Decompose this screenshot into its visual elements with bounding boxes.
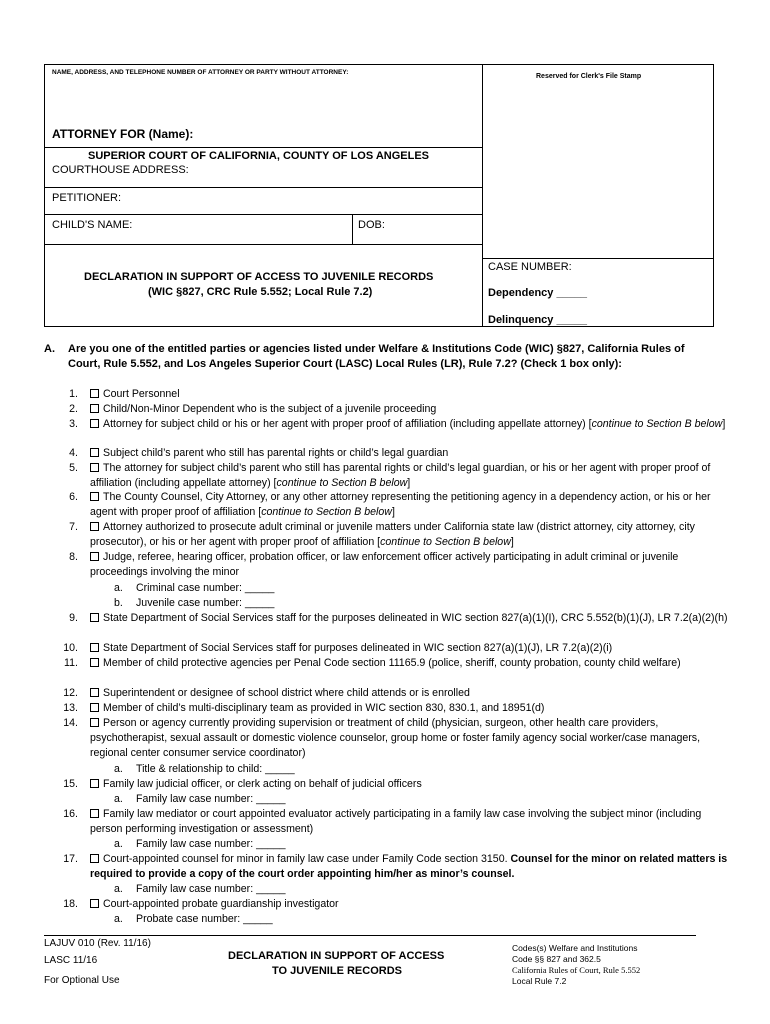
- item-number: 13.: [63, 702, 78, 714]
- item-text: Court-appointed probate guardianship investigator: [103, 898, 339, 910]
- sub-letter: b.: [114, 597, 123, 609]
- checkbox[interactable]: [90, 552, 99, 561]
- bracket: ]: [722, 418, 726, 430]
- case-number-label: CASE NUMBER:: [488, 261, 572, 273]
- lasc-date: LASC 11/16: [44, 955, 98, 966]
- caption-divider: [482, 64, 483, 327]
- codes-line: Code §§ 827 and 362.5: [512, 954, 601, 964]
- item-text: The attorney for subject child’s parent who still has parental rights or child’s legal guardian, or his or her agent with proper proof of affiliation (including appellate attorney) [: [90, 462, 711, 489]
- item-text: Court-appointed counsel for minor in family law case under Family Code section 3150.: [103, 853, 511, 865]
- checkbox[interactable]: [90, 419, 99, 428]
- item-text: Family law judicial officer, or clerk acting on behalf of judicial officers: [103, 778, 422, 790]
- rule: [44, 244, 482, 245]
- footer-title: DECLARATION IN SUPPORT OF ACCESS: [228, 950, 445, 962]
- sub-text: Criminal case number: _____: [136, 582, 275, 594]
- sub-text: Title & relationship to child: _____: [136, 763, 295, 775]
- sub-letter: a.: [114, 913, 123, 925]
- sub-item[interactable]: [114, 912, 273, 927]
- item-text: Member of child protective agencies per Penal Code section 11165.9 (police, sheriff, county probation, county child welfare): [103, 657, 681, 669]
- continue-note: continue to Section B below: [380, 536, 511, 548]
- item-number: 7.: [69, 521, 78, 533]
- item-text: Family law mediator or court appointed evaluator actively participating in a family law case involving the subject minor (including person performing investigation or assessment): [90, 808, 702, 835]
- item-text: Child/Non-Minor Dependent who is the subject of a juvenile proceeding: [103, 403, 437, 415]
- item-text: Attorney authorized to prosecute adult criminal or juvenile matters under California state law (district attorney, city attorney, city prosecutor), or his or her agent with proper proof of affiliation [: [90, 521, 695, 548]
- continue-note: continue to Section B below: [276, 477, 408, 489]
- checkbox[interactable]: [90, 389, 99, 398]
- sub-item[interactable]: [114, 581, 274, 596]
- sub-item[interactable]: [114, 596, 274, 611]
- checkbox[interactable]: [90, 448, 99, 457]
- item-number: 17.: [63, 853, 78, 865]
- bracket: ]: [407, 477, 411, 489]
- sub-item[interactable]: [114, 882, 286, 897]
- section-a-letter: A.: [44, 343, 55, 355]
- item-text: Superintendent or designee of school district where child attends or is enrolled: [103, 687, 470, 699]
- checkbox[interactable]: [90, 779, 99, 788]
- item-number: 11.: [64, 657, 78, 669]
- item-text: Subject child’s parent who still has parental rights or child’s legal guardian: [103, 447, 449, 459]
- form-subtitle: (WIC §827, CRC Rule 5.552; Local Rule 7.2): [148, 286, 373, 298]
- item-number: 18.: [63, 898, 78, 910]
- item-number: 10.: [63, 642, 78, 654]
- counsel-requirement: Counsel for the minor on related matters is required to provide a copy of the court order appointing him/her as minor’s counsel.: [90, 853, 728, 880]
- sub-text: Probate case number: _____: [136, 913, 273, 925]
- sub-text: Family law case number: _____: [136, 883, 286, 895]
- item-number: 2.: [69, 403, 78, 415]
- item-text: The County Counsel, City Attorney, or any other attorney representing the petitioning agency in a dependency action, or his or her agent with proper proof of affiliation [: [90, 491, 711, 518]
- checkbox[interactable]: [90, 613, 99, 622]
- optional-use: For Optional Use: [44, 975, 120, 986]
- section-a-question-line2: Court, Rule 5.552, and Los Angeles Superior Court (LASC) Local Rules (LR), Rule 7.2? (Check 1 box only):: [68, 358, 622, 370]
- attorney-for: ATTORNEY FOR (Name):: [52, 127, 194, 141]
- sub-letter: a.: [114, 793, 123, 805]
- item-text: Court Personnel: [103, 388, 180, 400]
- sub-letter: a.: [114, 883, 123, 895]
- sub-text: Juvenile case number: _____: [136, 597, 275, 609]
- rule: [44, 147, 482, 148]
- item-text: State Department of Social Services staff for the purposes delineated in WIC section 827(a)(1)(I), CRC 5.552(b)(1)(J), LR 7.2(a)(2)(h): [103, 612, 728, 624]
- item-text: Person or agency currently providing supervision or treatment of child (physician, surgeon, other health care providers, psychotherapist, sexual assault or domestic violence counselor, group home or foster family agency social worker/case managers, regional center consumer service coordinator): [90, 717, 701, 759]
- form-title: DECLARATION IN SUPPORT OF ACCESS TO JUVENILE RECORDS: [84, 271, 434, 283]
- item-number: 14.: [63, 717, 78, 729]
- item-number: 4.: [69, 447, 78, 459]
- checkbox[interactable]: [90, 658, 99, 667]
- sub-item[interactable]: [114, 762, 295, 777]
- continue-note: continue to Section B below: [591, 418, 723, 430]
- codes-line: Codes(s) Welfare and Institutions: [512, 943, 638, 953]
- item-number: 5.: [69, 462, 78, 474]
- item-number: 8.: [69, 551, 78, 563]
- rule: [482, 258, 714, 259]
- checkbox[interactable]: [90, 899, 99, 908]
- item-number: 9.: [69, 612, 78, 624]
- checkbox[interactable]: [90, 643, 99, 652]
- sub-letter: a.: [114, 763, 123, 775]
- item-number: 6.: [69, 491, 78, 503]
- checkbox[interactable]: [90, 688, 99, 697]
- continue-note: continue to Section B below: [261, 506, 392, 518]
- checkbox[interactable]: [90, 463, 99, 472]
- checkbox[interactable]: [90, 703, 99, 712]
- codes-line: Local Rule 7.2: [512, 976, 567, 986]
- court-name: SUPERIOR COURT OF CALIFORNIA, COUNTY OF LOS ANGELES: [88, 150, 430, 162]
- item-number: 16.: [63, 808, 78, 820]
- sub-text: Family law case number: _____: [136, 793, 286, 805]
- footer-subtitle: TO JUVENILE RECORDS: [272, 965, 402, 977]
- item-number: 15.: [63, 778, 78, 790]
- childs-name-label: CHILD'S NAME:: [52, 219, 133, 231]
- item-number: 12.: [63, 687, 78, 699]
- sub-letter: a.: [114, 838, 123, 850]
- section-a-question-line1: Are you one of the entitled parties or agencies listed under Welfare & Institutions Code (WIC) §827, California Rules of: [68, 343, 685, 355]
- sub-item[interactable]: [114, 837, 286, 852]
- item-number: 1.: [69, 388, 78, 400]
- rule: [44, 214, 482, 215]
- dependency-field[interactable]: Dependency _____: [488, 287, 588, 299]
- petitioner-label: PETITIONER:: [52, 192, 122, 204]
- form-number: LAJUV 010 (Rev. 11/16): [44, 938, 151, 949]
- sub-letter: a.: [114, 582, 123, 594]
- bracket: ]: [391, 506, 395, 518]
- bracket: ]: [510, 536, 514, 548]
- delinquency-field[interactable]: Delinquency _____: [488, 314, 588, 326]
- item-number: 3.: [69, 418, 78, 430]
- caption-box: [44, 64, 714, 327]
- clerk-stamp-label: Reserved for Clerk's File Stamp: [536, 73, 642, 80]
- checkbox[interactable]: [90, 492, 99, 501]
- courthouse-address: COURTHOUSE ADDRESS:: [52, 164, 189, 176]
- item-text: Judge, referee, hearing officer, probation officer, or law enforcement officer actively participating in adult criminal or juvenile proceedings involving the minor: [90, 551, 679, 578]
- checkbox[interactable]: [90, 854, 99, 863]
- rule: [44, 187, 482, 188]
- checkbox[interactable]: [90, 404, 99, 413]
- item-text: Attorney for subject child or his or her agent with proper proof of affiliation (including appellate attorney) [: [103, 418, 592, 430]
- checkbox[interactable]: [90, 809, 99, 818]
- sub-item[interactable]: [114, 792, 286, 807]
- item-text: Member of child’s multi-disciplinary team as provided in WIC section 830, 830.1, and 18951(d): [103, 702, 545, 714]
- attorney-label: NAME, ADDRESS, AND TELEPHONE NUMBER OF ATTORNEY OR PARTY WITHOUT ATTORNEY:: [52, 69, 349, 76]
- dob-label: DOB:: [358, 219, 385, 231]
- dob-divider: [352, 214, 353, 244]
- sub-text: Family law case number: _____: [136, 838, 286, 850]
- item-text: State Department of Social Services staff for purposes delineated in WIC section 827(a)(1)(J), LR 7.2(a)(2)(i): [103, 642, 613, 654]
- codes-line: California Rules of Court, Rule 5.552: [512, 965, 641, 975]
- checkbox[interactable]: [90, 522, 99, 531]
- checkbox[interactable]: [90, 718, 99, 727]
- footer-rule: [44, 935, 696, 936]
